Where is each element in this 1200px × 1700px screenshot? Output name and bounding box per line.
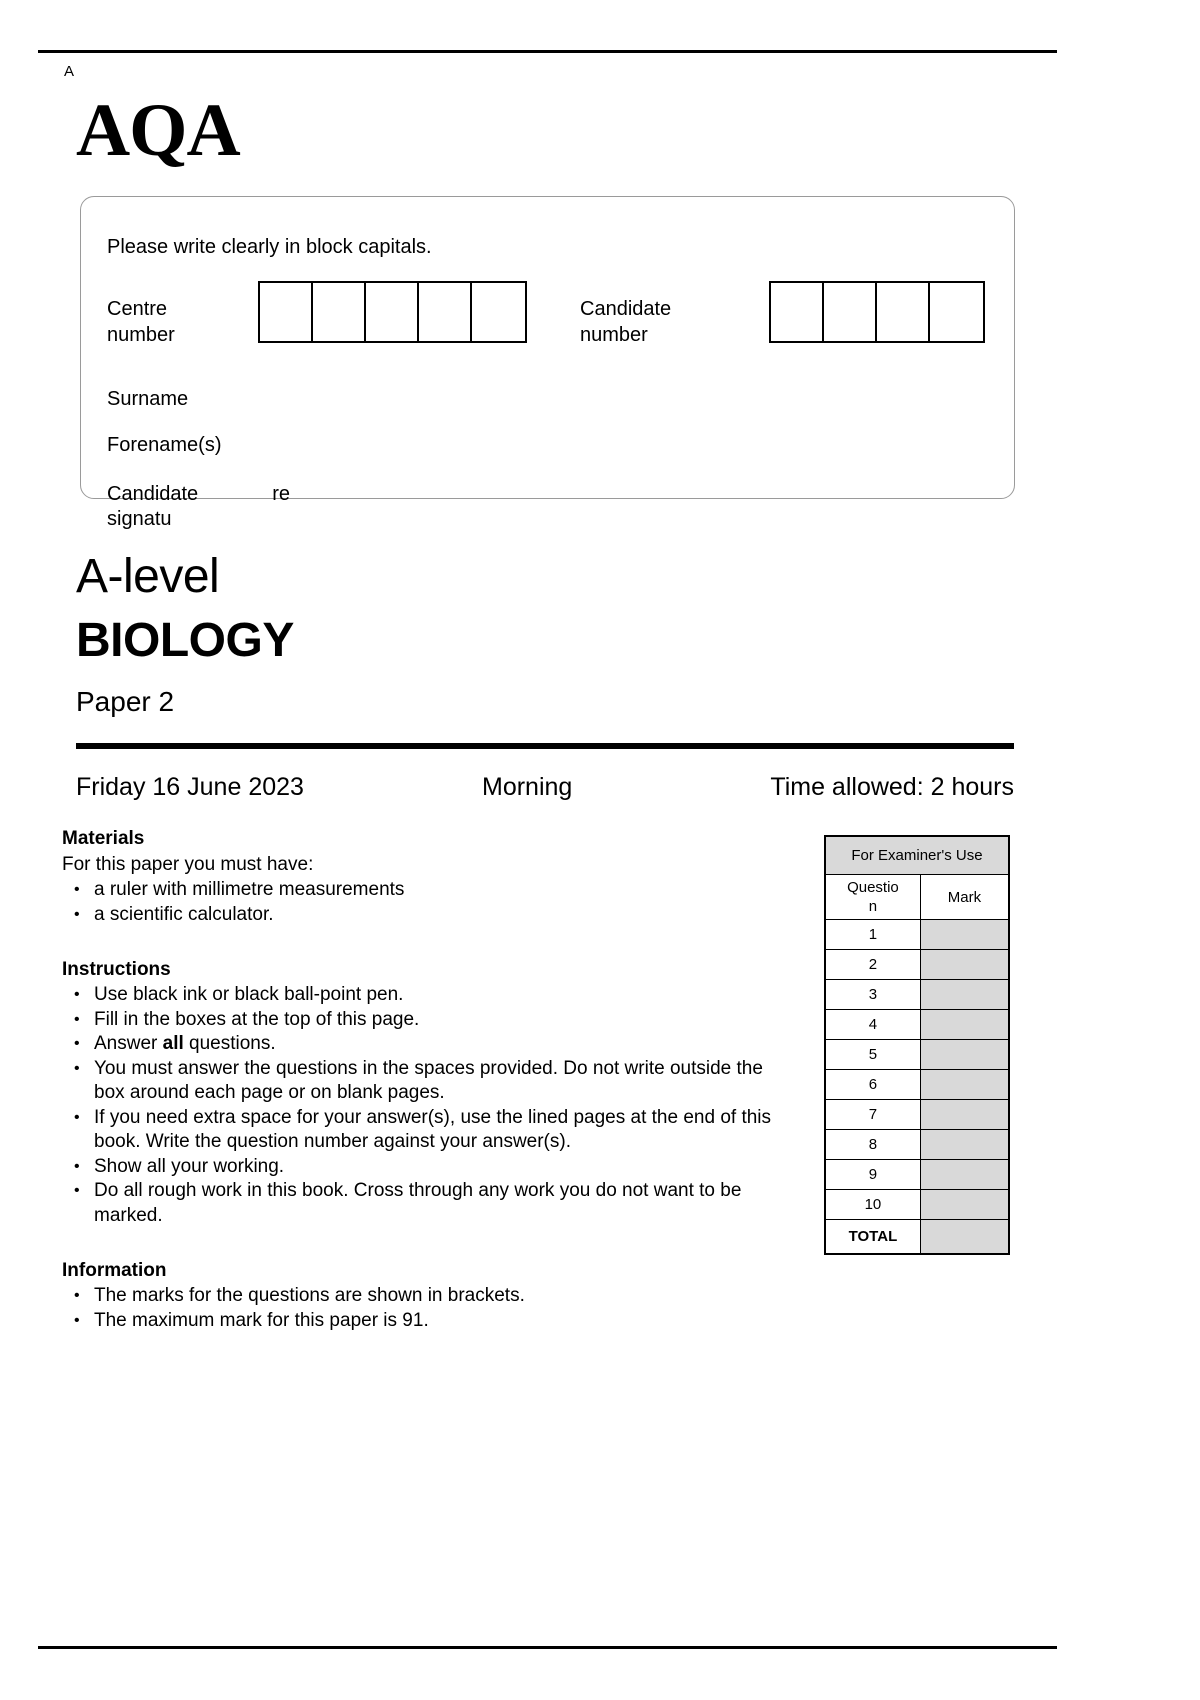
list-item: • Do all rough work in this book. Cross through any work you do not want to be marked.: [94, 1179, 780, 1228]
centre-number-cell-5[interactable]: [472, 283, 525, 341]
centre-number-input[interactable]: [258, 281, 527, 343]
question-number: 7: [826, 1100, 921, 1130]
table-row: [826, 1070, 1009, 1100]
table-row: [826, 1130, 1009, 1160]
instructions-list: [62, 983, 780, 1228]
candidate-number-label-line2: number: [580, 324, 648, 346]
mark-cell[interactable]: [920, 1070, 1008, 1100]
mark-cell[interactable]: [920, 1010, 1008, 1040]
table-row: [826, 1010, 1009, 1040]
instructions-heading: Instructions: [62, 959, 171, 980]
table-row: [826, 920, 1009, 950]
candidate-number-label: [580, 296, 671, 348]
mark-cell[interactable]: [920, 1100, 1008, 1130]
question-number: 4: [826, 1010, 921, 1040]
surname-label: Surname: [107, 388, 189, 410]
table-row: [826, 1040, 1009, 1070]
centre-number-label: [107, 296, 175, 348]
total-label: TOTAL: [826, 1220, 921, 1254]
total-mark-cell[interactable]: [920, 1220, 1008, 1254]
candidate-signature-label-overflow: signatu: [107, 508, 172, 530]
materials-heading: Materials: [62, 828, 145, 849]
series-letter: A: [64, 63, 75, 80]
mark-cell[interactable]: [920, 980, 1008, 1010]
question-number: 8: [826, 1130, 921, 1160]
exam-time-allowed: Time allowed: 2 hours: [770, 773, 1014, 801]
centre-number-cell-4[interactable]: [419, 283, 472, 341]
table-row: [826, 1160, 1009, 1190]
centre-number-cell-1[interactable]: [260, 283, 313, 341]
aqa-logo: AQA: [76, 89, 240, 172]
candidate-number-cell-4[interactable]: [930, 283, 983, 341]
list-item: • The marks for the questions are shown in brackets.: [94, 1284, 780, 1309]
list-item: • a ruler with millimetre measurements: [94, 878, 780, 903]
examiner-table-title-row: [826, 837, 1009, 875]
mark-cell[interactable]: [920, 1160, 1008, 1190]
candidate-number-cell-2[interactable]: [824, 283, 877, 341]
table-row: [826, 1190, 1009, 1220]
question-number: 5: [826, 1040, 921, 1070]
examiner-table-total-row: [826, 1220, 1009, 1254]
materials-instructions-gap: [62, 927, 780, 957]
mark-cell[interactable]: [920, 1040, 1008, 1070]
exam-schedule-line: [76, 770, 1014, 804]
list-item: • If you need extra space for your answer(s), use the lined pages at the end of this book. Write the question number against your answer(s).: [94, 1106, 780, 1155]
candidate-signature-label-part2: re: [272, 483, 290, 505]
answer-all-emphasis: all: [162, 1033, 184, 1054]
top-rule: [38, 50, 1057, 53]
information-heading: Information: [62, 1260, 167, 1281]
materials-intro: For this paper you must have:: [62, 854, 314, 875]
column-header-question: [826, 875, 921, 920]
list-item: • Use black ink or black ball-point pen.: [94, 983, 780, 1008]
examiner-use-table: [824, 835, 1010, 1255]
exam-date: Friday 16 June 2023: [76, 773, 304, 801]
mark-cell[interactable]: [920, 920, 1008, 950]
materials-list: [62, 878, 780, 927]
answer-all-prefix: Answer: [94, 1033, 163, 1054]
paper-number: Paper 2: [76, 686, 175, 717]
question-number: 10: [826, 1190, 921, 1220]
candidate-signature-label: [107, 481, 290, 507]
candidate-number-cell-1[interactable]: [771, 283, 824, 341]
examiner-table-title: For Examiner's Use: [826, 837, 1009, 875]
mark-cell[interactable]: [920, 1190, 1008, 1220]
centre-number-cell-3[interactable]: [366, 283, 419, 341]
bottom-rule: [38, 1646, 1057, 1649]
column-header-mark: Mark: [920, 875, 1008, 920]
question-number: 6: [826, 1070, 921, 1100]
question-number: 9: [826, 1160, 921, 1190]
question-number: 2: [826, 950, 921, 980]
candidate-number-label-line1: Candidate: [580, 298, 672, 320]
question-number: 1: [826, 920, 921, 950]
list-item: • The maximum mark for this paper is 91.: [94, 1309, 780, 1334]
table-row: [826, 980, 1009, 1010]
centre-number-label-line1: Centre: [107, 298, 168, 320]
table-row: [826, 1100, 1009, 1130]
examiner-table-header-row: [826, 875, 1009, 920]
exam-session: Morning: [482, 773, 573, 801]
mark-cell[interactable]: [920, 1130, 1008, 1160]
block-capitals-note: Please write clearly in block capitals.: [107, 236, 432, 258]
information-list: [62, 1284, 780, 1333]
column-header-question-text: Question: [847, 879, 899, 915]
centre-number-label-line2: number: [107, 324, 175, 346]
list-item: • Show all your working.: [94, 1155, 780, 1180]
candidate-signature-label-part1: Candidate: [107, 483, 199, 505]
qualification-level: A-level: [76, 550, 220, 603]
list-item: • You must answer the questions in the spaces provided. Do not write outside the box around each page or on blank pages.: [94, 1057, 780, 1106]
question-number: 3: [826, 980, 921, 1010]
list-item: • a scientific calculator.: [94, 903, 780, 928]
table-row: [826, 950, 1009, 980]
answer-all-suffix: questions.: [183, 1033, 276, 1054]
mark-cell[interactable]: [920, 950, 1008, 980]
forenames-label: Forename(s): [107, 434, 222, 456]
candidate-number-cell-3[interactable]: [877, 283, 930, 341]
page-title: BIOLOGY: [76, 614, 294, 667]
candidate-number-input[interactable]: [769, 281, 985, 343]
instructions-information-gap: [62, 1228, 780, 1258]
list-item: [94, 1032, 780, 1057]
title-divider-rule: [76, 743, 1014, 749]
front-page-content: [62, 826, 780, 1333]
list-item: • Fill in the boxes at the top of this page.: [94, 1008, 780, 1033]
centre-number-cell-2[interactable]: [313, 283, 366, 341]
